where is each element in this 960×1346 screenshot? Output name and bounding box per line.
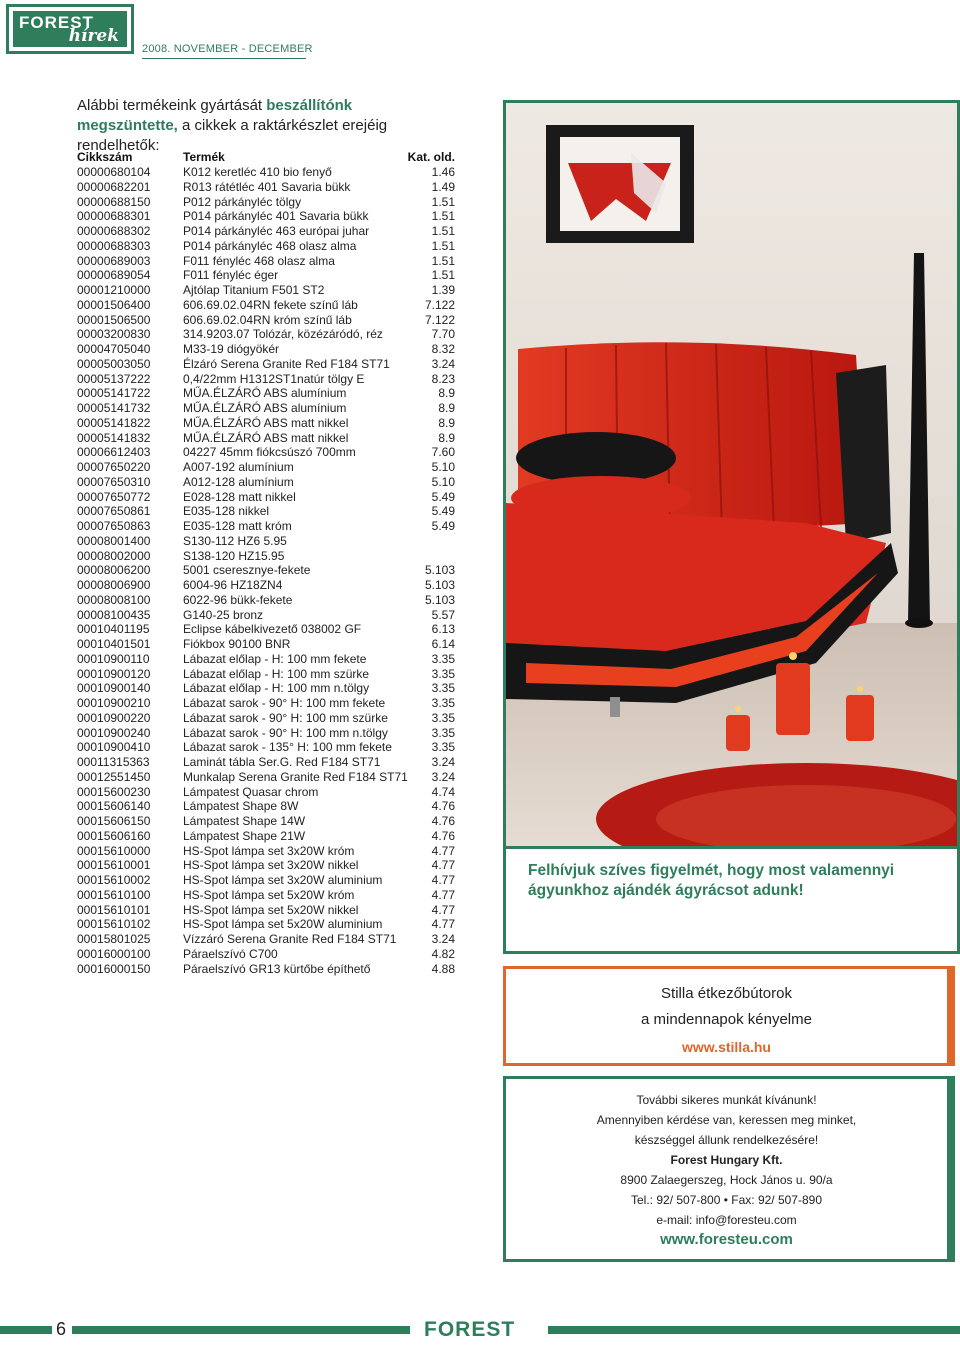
table-row — [77, 313, 455, 328]
row-product: Lábazat sarok - 90° H: 100 mm n.tölgy — [183, 725, 388, 740]
row-page: 3.35 — [431, 740, 455, 755]
table-row — [77, 519, 455, 534]
header-product: Termék — [183, 150, 225, 164]
row-product: P012 párkányléc tölgy — [183, 194, 302, 209]
table-row — [77, 873, 455, 888]
row-page: 7.122 — [424, 312, 455, 327]
row-product: MŰA.ÉLZÁRÓ ABS alumínium — [183, 386, 347, 401]
row-code: 00015606160 — [77, 828, 151, 843]
row-product: Laminát tábla Ser.G. Red F184 ST71 — [183, 755, 381, 769]
row-code: 00000688150 — [77, 194, 151, 209]
row-product: Munkalap Serena Granite Red F184 ST71 — [183, 769, 408, 784]
row-code: 00015600230 — [77, 784, 151, 799]
row-product: S138-120 HZ15.95 — [183, 548, 285, 563]
row-code: 00004705040 — [77, 342, 151, 356]
contact-email[interactable]: e-mail: info@foresteu.com — [656, 1213, 797, 1227]
row-page: 5.10 — [431, 474, 455, 489]
row-code: 00015610000 — [77, 843, 151, 858]
table-row — [77, 726, 455, 741]
row-product: Páraelszívó C700 — [183, 946, 278, 961]
row-code: 00015801025 — [77, 932, 151, 946]
row-page: 8.9 — [438, 386, 455, 401]
row-code: 00000688301 — [77, 209, 151, 224]
row-product: P014 párkányléc 468 olasz alma — [183, 238, 357, 253]
table-row — [77, 962, 455, 977]
header-code: Cikkszám — [77, 150, 133, 164]
row-page: 3.24 — [431, 769, 455, 784]
candle-small — [726, 715, 750, 751]
row-page: 4.77 — [431, 902, 455, 917]
row-code: 00010900240 — [77, 725, 151, 740]
row-page: 5.49 — [431, 489, 455, 504]
row-code: 00005141822 — [77, 415, 151, 430]
row-product: 5001 cseresznye-fekete — [183, 563, 311, 578]
row-code: 00005003050 — [77, 356, 151, 371]
stilla-link[interactable]: www.stilla.hu — [682, 1039, 771, 1055]
table-row — [77, 696, 455, 711]
row-page: 5.103 — [424, 578, 455, 592]
row-product: F011 fényléc 468 olasz alma — [183, 253, 335, 268]
table-row — [77, 563, 455, 578]
contact-website[interactable]: www.foresteu.com — [660, 1231, 793, 1248]
row-code: 00005141732 — [77, 401, 151, 415]
row-page: 4.77 — [431, 843, 455, 858]
row-code: 00015610101 — [77, 902, 151, 917]
table-row — [77, 917, 455, 932]
table-row — [77, 327, 455, 342]
row-product: MŰA.ÉLZÁRÓ ABS matt nikkel — [183, 430, 349, 445]
intro-paragraph — [77, 96, 457, 156]
row-page: 1.46 — [431, 165, 455, 179]
row-page: 7.70 — [431, 327, 455, 342]
row-code: 00000689054 — [77, 268, 151, 283]
row-page: 1.39 — [431, 283, 455, 297]
stilla-tagline: a mindennapok kényelme — [641, 1011, 812, 1028]
row-code: 00012551450 — [77, 769, 151, 784]
table-row — [77, 445, 455, 460]
table-header — [77, 150, 455, 164]
table-row — [77, 681, 455, 696]
row-code: 00000688302 — [77, 224, 151, 238]
contact-company: Forest Hungary Kft. — [670, 1153, 783, 1167]
row-page: 1.51 — [431, 194, 455, 209]
row-code: 00000689003 — [77, 253, 151, 268]
table-row — [77, 844, 455, 859]
table-row — [77, 755, 455, 770]
row-product: Lámpatest Shape 8W — [183, 799, 299, 814]
contact-greeting: További sikeres munkát kívánunk! — [636, 1093, 817, 1107]
row-product: Fiókbox 90100 BNR — [183, 637, 291, 651]
row-product: S130-112 HZ6 5.95 — [183, 533, 287, 548]
table-row — [77, 372, 455, 387]
candle-medium — [846, 695, 874, 741]
row-code: 00008100435 — [77, 607, 151, 622]
row-page: 6.13 — [431, 622, 455, 637]
row-page: 3.35 — [431, 651, 455, 666]
logo-word: FOREST — [19, 13, 94, 32]
row-product: 606.69.02.04RN fekete színű láb — [183, 297, 358, 312]
row-page: 8.9 — [438, 401, 455, 415]
header-catalog-page: Kat. old. — [407, 150, 455, 164]
row-page: 8.23 — [431, 371, 455, 386]
row-product: 6022-96 bükk-fekete — [183, 592, 293, 607]
footer-logo: FOREST — [424, 1318, 516, 1341]
table-row — [77, 608, 455, 623]
row-page: 3.35 — [431, 681, 455, 696]
table-row — [77, 578, 455, 593]
row-code: 00010900210 — [77, 696, 151, 710]
row-code: 00008002000 — [77, 548, 151, 563]
table-row — [77, 549, 455, 564]
row-product: Lábazat előlap - H: 100 mm szürke — [183, 666, 370, 681]
row-page: 1.51 — [431, 224, 455, 238]
row-page: 8.32 — [431, 342, 455, 356]
table-row — [77, 504, 455, 519]
row-code: 00010900140 — [77, 681, 151, 696]
logo-background — [13, 11, 127, 47]
row-code: 00006612403 — [77, 445, 151, 460]
row-product: HS-Spot lámpa set 3x20W nikkel — [183, 858, 359, 873]
table-row — [77, 740, 455, 755]
row-product: Lámpatest Shape 14W — [183, 814, 306, 828]
row-product: P014 párkányléc 463 európai juhar — [183, 224, 370, 238]
row-product: 0,4/22mm H1312ST1natúr tölgy E — [183, 371, 365, 386]
row-product: Lábazat sarok - 90° H: 100 mm szürke — [183, 710, 388, 725]
row-page: 1.51 — [431, 253, 455, 268]
table-row — [77, 490, 455, 505]
row-page: 5.57 — [431, 607, 455, 622]
row-code: 00015610100 — [77, 887, 151, 902]
row-page: 1.51 — [431, 209, 455, 224]
row-code: 00001210000 — [77, 283, 151, 297]
row-product: A007-192 alumínium — [183, 460, 294, 474]
row-code: 00003200830 — [77, 327, 151, 342]
row-product: E028-128 matt nikkel — [183, 489, 296, 504]
table-row — [77, 195, 455, 210]
row-code: 00015606150 — [77, 814, 151, 828]
row-product: HS-Spot lámpa set 5x20W aluminium — [183, 917, 383, 932]
row-product: 314.9203.07 Tolózár, közézáródó, réz — [183, 327, 383, 342]
row-product: HS-Spot lámpa set 3x20W aluminium — [183, 873, 383, 887]
row-code: 00005141722 — [77, 386, 151, 401]
table-row — [77, 667, 455, 682]
row-product: Eclipse kábelkivezető 038002 GF — [183, 622, 362, 637]
row-product: G140-25 bronz — [183, 607, 264, 622]
row-page: 5.103 — [424, 592, 455, 607]
row-page: 8.9 — [438, 430, 455, 445]
row-page: 4.77 — [431, 917, 455, 932]
table-row — [77, 180, 455, 195]
candle-large — [776, 663, 810, 735]
table-row — [77, 283, 455, 298]
table-row — [77, 799, 455, 814]
row-page: 1.51 — [431, 268, 455, 283]
row-code: 00007650861 — [77, 504, 151, 519]
row-page: 4.88 — [431, 961, 455, 976]
contact-address: 8900 Zalaegerszeg, Hock János u. 90/a — [620, 1173, 833, 1187]
table-row — [77, 534, 455, 549]
issue-date: 2008. NOVEMBER - DECEMBER — [142, 43, 313, 55]
row-code: 00007650863 — [77, 519, 151, 533]
row-product: A012-128 alumínium — [183, 474, 294, 489]
row-product: HS-Spot lámpa set 3x20W króm — [183, 843, 355, 858]
row-code: 00008006200 — [77, 563, 151, 578]
table-row — [77, 622, 455, 637]
forest-hirek-logo — [6, 4, 134, 54]
bed-photo — [503, 100, 960, 850]
table-row — [77, 254, 455, 269]
table-row — [77, 814, 455, 829]
table-row — [77, 357, 455, 372]
table-row — [77, 593, 455, 608]
row-code: 00005137222 — [77, 371, 151, 386]
row-product: Élzáró Serena Granite Red F184 ST71 — [183, 356, 390, 371]
row-code: 00008006900 — [77, 578, 151, 592]
row-page: 3.24 — [431, 356, 455, 371]
row-product: E035-128 nikkel — [183, 504, 270, 519]
row-product: HS-Spot lámpa set 5x20W króm — [183, 887, 355, 902]
row-page: 4.76 — [431, 799, 455, 814]
table-row — [77, 652, 455, 667]
footer-bar-right — [548, 1326, 960, 1334]
table-row — [77, 386, 455, 401]
row-page: 4.74 — [431, 784, 455, 799]
row-code: 00001506500 — [77, 312, 151, 327]
contact-phone: Tel.: 92/ 507-800 • Fax: 92/ 507-890 — [631, 1193, 822, 1207]
row-code: 00010900410 — [77, 740, 151, 755]
row-code: 00011315363 — [77, 755, 150, 769]
stilla-title: Stilla étkezőbútorok — [661, 985, 792, 1002]
row-page: 3.35 — [431, 696, 455, 710]
row-product: Lábazat sarok - 135° H: 100 mm fekete — [183, 740, 392, 755]
row-product: Ajtólap Titanium F501 ST2 — [183, 283, 325, 297]
bed-photo-illustration — [506, 103, 957, 847]
promo-box — [503, 846, 960, 954]
table-row — [77, 785, 455, 800]
page-number: 6 — [56, 1319, 67, 1339]
table-row — [77, 209, 455, 224]
row-page: 3.35 — [431, 725, 455, 740]
promo-text: Felhívjuk szíves figyelmét, hogy most valamennyi ágyunkhoz ajándék ágyrácsot adunk! — [528, 862, 895, 899]
row-page: 5.49 — [431, 504, 455, 519]
row-code: 00015610001 — [77, 858, 151, 873]
table-row — [77, 903, 455, 918]
row-product: E035-128 matt króm — [183, 519, 292, 533]
row-page: 1.49 — [431, 179, 455, 194]
row-product: 6004-96 HZ18ZN4 — [183, 578, 283, 592]
table-row — [77, 224, 455, 239]
row-code: 00005141832 — [77, 430, 151, 445]
row-product: Lábazat sarok - 90° H: 100 mm fekete — [183, 696, 386, 710]
row-code: 00007650310 — [77, 474, 151, 489]
table-row — [77, 416, 455, 431]
row-product: F011 fényléc éger — [183, 268, 279, 283]
table-row — [77, 770, 455, 785]
row-page: 3.24 — [431, 932, 455, 946]
table-row — [77, 711, 455, 726]
row-product: K012 keretléc 410 bio fenyő — [183, 165, 332, 179]
row-code: 00015606140 — [77, 799, 151, 814]
intro-text-1: Alábbi termékeink gyártását — [77, 97, 267, 114]
row-page: 4.77 — [431, 873, 455, 887]
row-code: 00001506400 — [77, 297, 151, 312]
row-product: Lábazat előlap - H: 100 mm fekete — [183, 651, 367, 666]
intro-text-2: a cikkek a raktárkészlet erejéig rendelhetők: — [77, 117, 388, 154]
row-page: 1.51 — [431, 238, 455, 253]
row-code: 00000682201 — [77, 179, 151, 194]
row-code: 00000688303 — [77, 238, 151, 253]
row-code: 00000680104 — [77, 165, 151, 179]
row-page: 5.10 — [431, 460, 455, 474]
row-product: Páraelszívó GR13 kürtőbe építhető — [183, 961, 371, 976]
table-row — [77, 342, 455, 357]
table-row — [77, 460, 455, 475]
row-code: 00008001400 — [77, 533, 151, 548]
row-product: Lámpatest Shape 21W — [183, 828, 306, 843]
product-table — [77, 165, 455, 976]
row-product: Lámpatest Quasar chrom — [183, 784, 319, 799]
table-row — [77, 268, 455, 283]
row-page: 7.122 — [424, 297, 455, 312]
row-page: 5.49 — [431, 519, 455, 533]
stilla-ad — [503, 966, 955, 1066]
row-code: 00010401195 — [77, 622, 150, 637]
row-product: HS-Spot lámpa set 5x20W nikkel — [183, 902, 359, 917]
table-row — [77, 298, 455, 313]
contact-availability: készséggel állunk rendelkezésére! — [634, 1133, 819, 1147]
table-row — [77, 932, 455, 947]
header-divider — [142, 58, 306, 59]
row-page: 4.77 — [431, 858, 455, 873]
row-code: 00016000150 — [77, 961, 151, 976]
logo-subtitle: hírek — [68, 26, 119, 46]
row-page: 4.76 — [431, 828, 455, 843]
row-page: 3.35 — [431, 666, 455, 681]
contact-question: Amennyiben kérdése van, keressen meg minket, — [596, 1113, 857, 1127]
table-row — [77, 431, 455, 446]
row-code: 00015610002 — [77, 873, 151, 887]
contact-box — [503, 1076, 955, 1262]
table-row — [77, 637, 455, 652]
row-page: 4.77 — [431, 887, 455, 902]
row-code: 00010900120 — [77, 666, 151, 681]
intro-highlight: beszállítónk megszüntette, — [77, 97, 353, 134]
row-code: 00010401501 — [77, 637, 151, 651]
row-page: 4.82 — [431, 946, 455, 961]
row-product: MŰA.ÉLZÁRÓ ABS matt nikkel — [183, 415, 349, 430]
table-row — [77, 947, 455, 962]
row-product: P014 párkányléc 401 Savaria bükk — [183, 209, 369, 224]
row-product: 606.69.02.04RN króm színű láb — [183, 312, 352, 327]
table-row — [77, 239, 455, 254]
row-product: 04227 45mm fiókcsúszó 700mm — [183, 445, 356, 460]
row-product: Lábazat előlap - H: 100 mm n.tölgy — [183, 681, 370, 696]
table-row — [77, 401, 455, 416]
row-page: 3.24 — [431, 755, 455, 769]
row-code: 00010900110 — [77, 651, 150, 666]
table-row — [77, 829, 455, 844]
row-code: 00010900220 — [77, 710, 151, 725]
row-page: 4.76 — [431, 814, 455, 828]
row-product: R013 rátétléc 401 Savaria bükk — [183, 179, 351, 194]
row-product: Vízzáró Serena Granite Red F184 ST71 — [183, 932, 397, 946]
row-page: 8.9 — [438, 415, 455, 430]
table-row — [77, 165, 455, 180]
row-code: 00016000100 — [77, 946, 151, 961]
row-page: 5.103 — [424, 563, 455, 578]
table-row — [77, 858, 455, 873]
table-row — [77, 475, 455, 490]
row-page: 3.35 — [431, 710, 455, 725]
row-code: 00007650220 — [77, 460, 151, 474]
row-page: 7.60 — [431, 445, 455, 460]
table-row — [77, 888, 455, 903]
row-product: MŰA.ÉLZÁRÓ ABS alumínium — [183, 401, 347, 415]
row-page: 6.14 — [431, 637, 455, 651]
row-product: M33-19 diógyökér — [183, 342, 280, 356]
row-code: 00008008100 — [77, 592, 151, 607]
row-code: 00015610102 — [77, 917, 151, 932]
row-code: 00007650772 — [77, 489, 151, 504]
